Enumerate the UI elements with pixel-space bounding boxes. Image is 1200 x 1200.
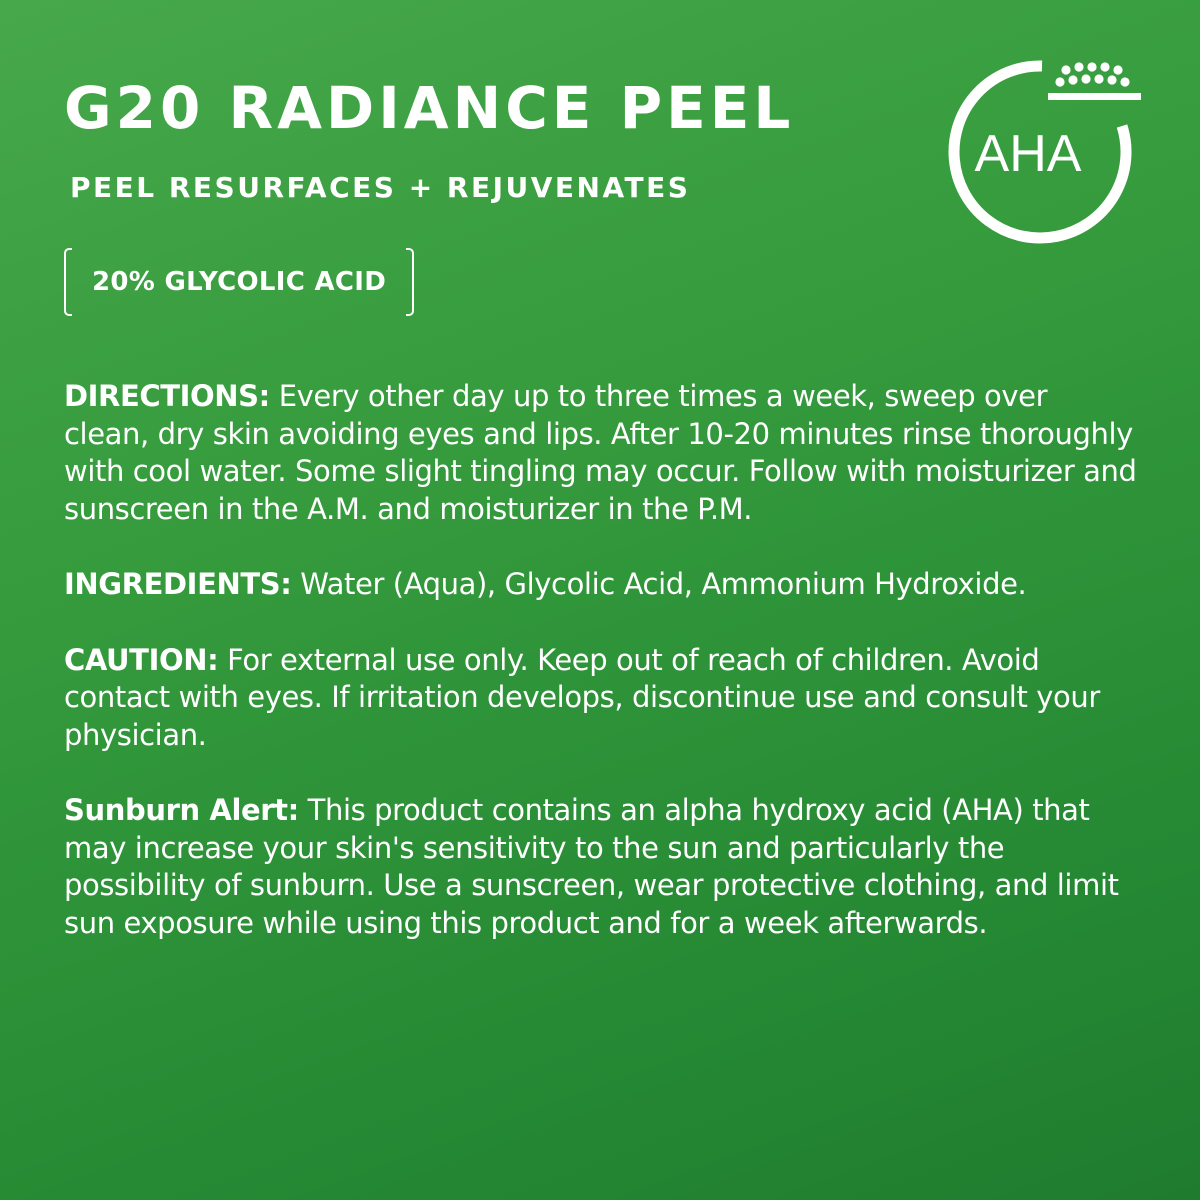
sunburn-alert-text: This product contains an alpha hydroxy acid (AHA) that may increase your skin's sensitivity to the sun and particularly the possibility of sunburn. Use a sunscreen, wear protective clothing, and limit sun exposure while using this product and for a week afterwards. <box>64 793 1119 940</box>
directions-section <box>64 378 1139 528</box>
label-body <box>64 378 1139 980</box>
bracket-right <box>406 248 414 316</box>
sunburn-alert-label: Sunburn Alert: <box>64 793 299 827</box>
aha-logo-text: AHA <box>974 125 1082 183</box>
directions-label: DIRECTIONS: <box>64 379 270 413</box>
caution-text: For external use only. Keep out of reach of children. Avoid contact with eyes. If irritation develops, discontinue use and consult your physician. <box>64 642 1100 752</box>
ingredients-label: INGREDIENTS: <box>64 567 292 601</box>
caution-section <box>64 642 1139 755</box>
product-title: G20 RADIANCE PEEL <box>64 74 795 142</box>
ingredients-text: Water (Aqua), Glycolic Acid, Ammonium Hydroxide. <box>291 567 1027 601</box>
concentration-badge-label: 20% GLYCOLIC ACID <box>92 267 387 297</box>
product-subtitle: PEEL RESURFACES + REJUVENATES <box>70 171 691 204</box>
concentration-badge <box>64 248 414 316</box>
aha-sun-logo-icon <box>930 50 1150 250</box>
directions-text: Every other day up to three times a week, sweep over clean, dry skin avoiding eyes and lips. After 10-20 minutes rinse thoroughly with cool water. Some slight tingling may occur. Follow with moisturizer and sunscreen in the A.M. and moisturizer in the P.M. <box>64 379 1137 526</box>
sunburn-alert-section <box>64 792 1139 942</box>
ingredients-section <box>64 566 1139 604</box>
caution-label: CAUTION: <box>64 642 219 677</box>
bracket-left <box>64 248 72 316</box>
